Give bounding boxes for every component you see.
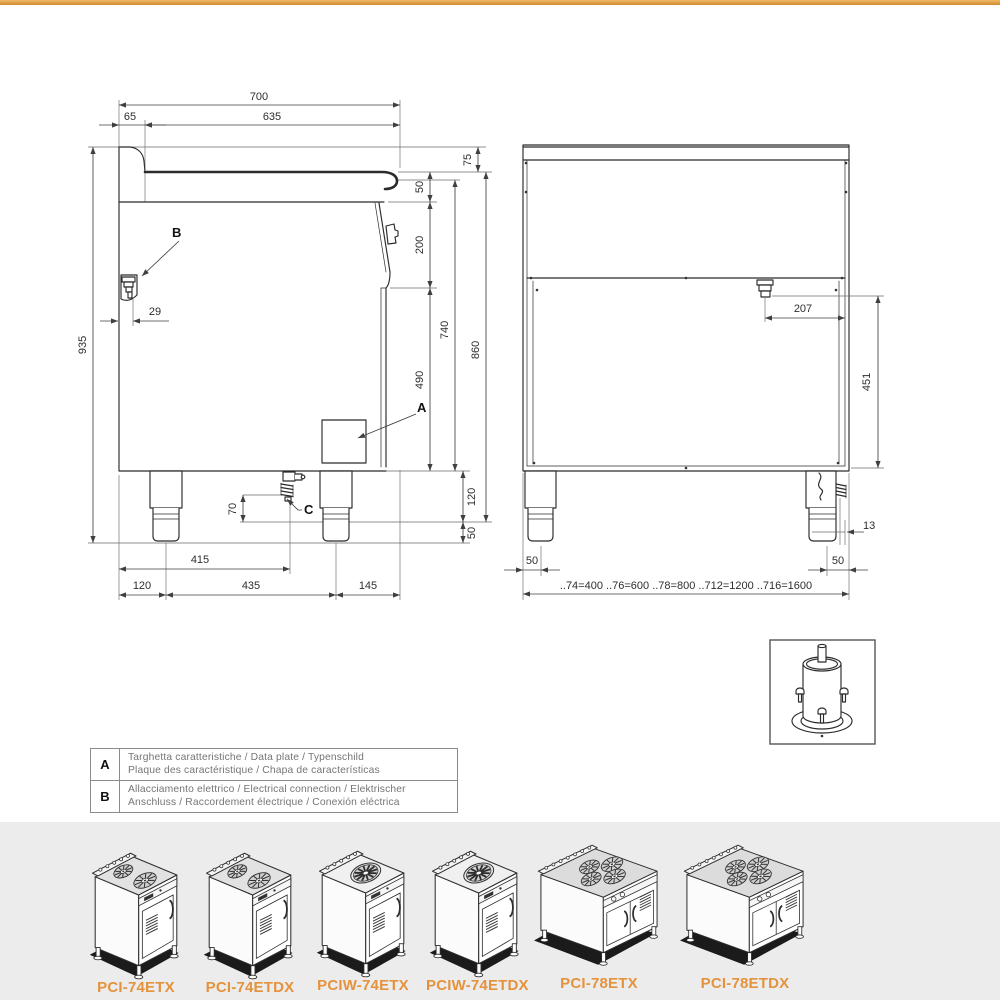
dim-drain-height: 70 [227, 502, 239, 516]
dim-leg-height: 120 [466, 487, 478, 507]
screws [525, 162, 848, 470]
legend-text-b: Allacciamento elettrico / Electrical connection / Elektrischer Anschluss / Raccordement électrique / Conexión eléctrica [128, 784, 406, 808]
side-view [77, 91, 492, 600]
product-model: PCI-78ETDX [700, 975, 790, 992]
dim-rear-lower-height: 451 [861, 372, 873, 392]
product-pciw-74etdx [426, 844, 529, 994]
dim-leg-front-offset: 145 [358, 580, 378, 592]
leg [320, 471, 352, 541]
product-thumbnail [86, 846, 186, 982]
dim-leg-spacing: 435 [241, 580, 261, 592]
dim-leg-back-offset: 120 [132, 580, 152, 592]
dim-leg-right-offset: 50 [831, 555, 845, 567]
product-pciw-74etx [313, 844, 413, 994]
legend-table [90, 748, 458, 813]
leg [525, 471, 556, 541]
legend-key-b: B [91, 781, 120, 812]
product-pci-78etx [534, 840, 664, 992]
drain-fitting [281, 472, 305, 501]
product-thumbnail [534, 840, 664, 970]
dim-top-edge: 50 [414, 180, 426, 194]
dim-lower-front-height: 490 [414, 370, 426, 390]
product-thumbnail [426, 844, 526, 980]
dim-rear-gland-offset: 207 [793, 303, 813, 315]
foot-detail-box [770, 640, 875, 744]
legend-row-b [91, 780, 457, 812]
dim-top-depth: 635 [262, 111, 282, 123]
rear-view [504, 145, 884, 600]
legend-row-a [91, 749, 457, 780]
dim-splash-height: 75 [462, 153, 474, 167]
product-thumbnail [680, 840, 810, 970]
product-thumbnail [200, 846, 300, 982]
product-pci-74etdx [200, 846, 300, 996]
dim-leg-left-offset: 50 [525, 555, 539, 567]
leg [150, 471, 182, 541]
callout-b: B [172, 225, 182, 240]
dim-width-variants: ..74=400 ..76=600 ..78=800 ..712=1200 ..716=1600 [559, 580, 813, 592]
dim-panel-height: 200 [414, 235, 426, 255]
dim-overall-height: 935 [77, 335, 89, 355]
product-model: PCIW-74ETX [317, 977, 409, 994]
electrical-connection-fitting [121, 275, 137, 300]
product-model: PCI-74ETDX [205, 979, 295, 996]
leg [806, 471, 836, 541]
legend-text-a: Targhetta caratteristiche / Data plate / Typenschild Plaque des caractéristique / Chapa de características [128, 752, 380, 776]
dim-gland-offset: 29 [148, 306, 162, 318]
product-model: PCI-74ETX [97, 979, 175, 996]
legend-key-a: A [91, 749, 120, 780]
product-pci-74etx [86, 846, 186, 996]
callout-c: C [304, 502, 314, 517]
rear-electrical-gland [757, 280, 773, 297]
dim-foot-adjust: 50 [466, 526, 478, 540]
equipotential-screw [836, 483, 846, 498]
product-pci-78etdx [680, 840, 810, 992]
dim-foot-offset: 13 [863, 520, 876, 532]
callout-a: A [417, 400, 427, 415]
dim-overall-width: 700 [249, 91, 269, 103]
dim-splash-depth: 65 [123, 111, 137, 123]
product-thumbnail [313, 844, 413, 980]
product-model: PCIW-74ETDX [426, 977, 529, 994]
dim-worktop-height: 860 [470, 340, 482, 360]
data-plate [322, 420, 366, 463]
dim-body-height: 740 [439, 320, 451, 340]
dim-drain-offset: 415 [190, 554, 210, 566]
product-model: PCI-78ETX [560, 975, 638, 992]
